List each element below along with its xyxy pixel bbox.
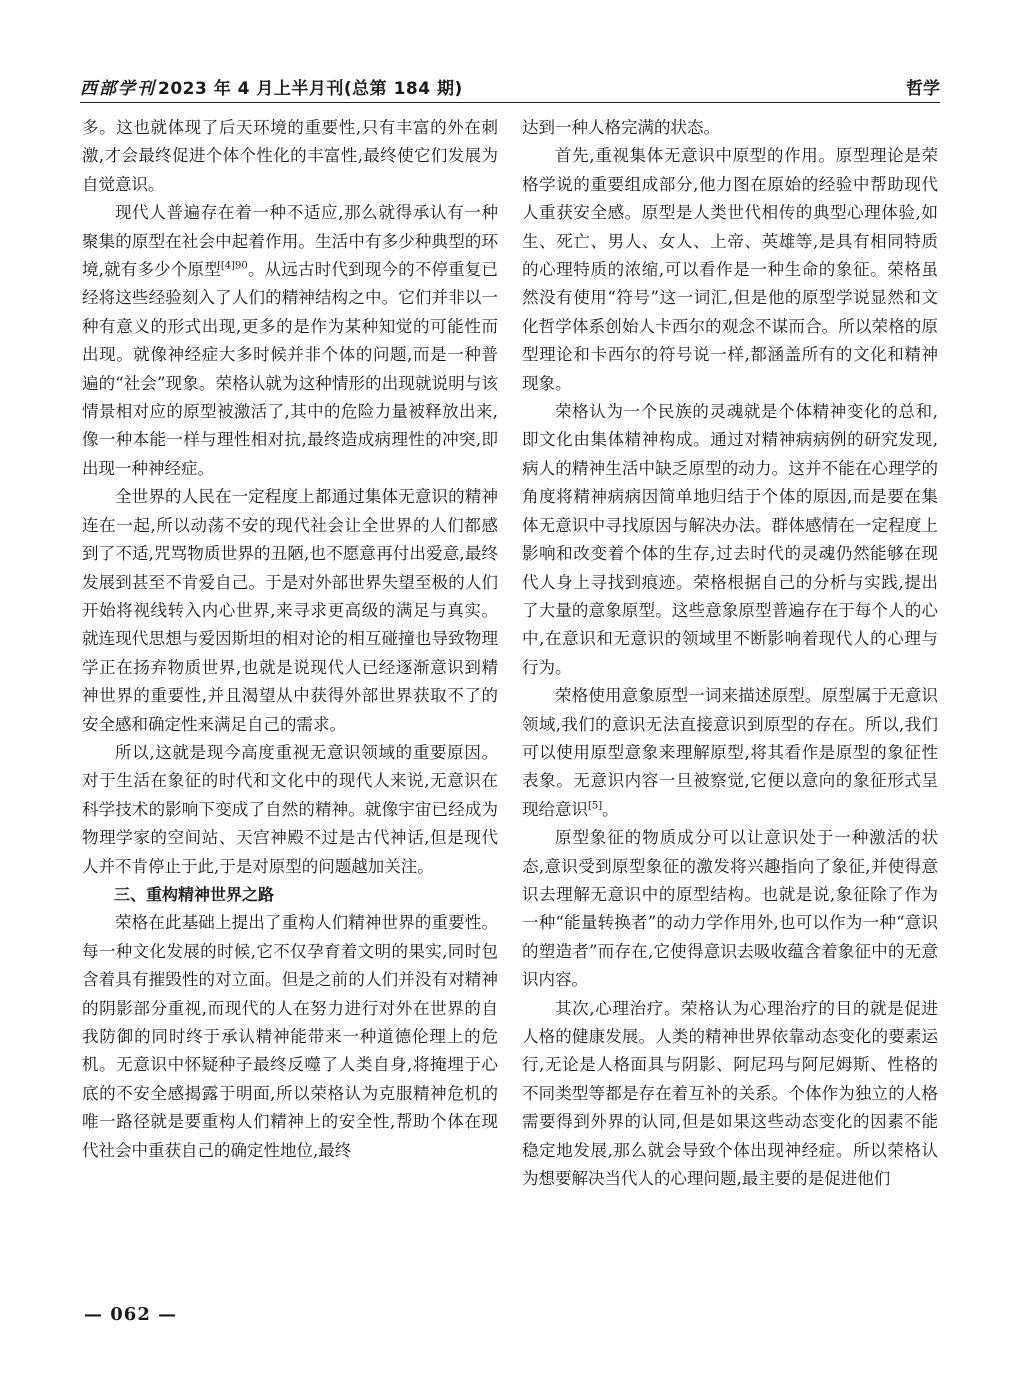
paragraph xyxy=(522,682,938,824)
issue-info: 2023 年 4 月上半月刊(总第 184 期) xyxy=(158,79,463,99)
page-number: — 062 — xyxy=(84,1304,178,1325)
paragraph-text: 。 xyxy=(602,799,619,819)
running-header xyxy=(80,72,940,103)
journal-masthead xyxy=(80,74,463,99)
paragraph: 原型象征的物质成分可以让意识处于一种激活的状态,意识受到原型象征的激发将兴趣指向了象征,并使得意识去理解无意识中的原型结构。也就是说,象征除了作为一种“能量转换者”的动力学作用外,也可以作为一种“意识的塑造者”而存在,它使得意识去吸收蕴含着象征中的无意识内容。 xyxy=(522,828,938,990)
citation-ref: [5] xyxy=(588,800,603,812)
paragraph: 其次,心理治疗。荣格认为心理治疗的目的就是促进人格的健康发展。人类的精神世界依靠动态变化的要素运行,无论是人格面具与阴影、阿尼玛与阿尼姆斯、性格的不同类型等都是存在着互补的关系。个体作为独立的人格需要得到外界的认同,但是如果这些动态变化的因素不能稳定地发展,那么就会导致个体出现神经症。所以荣格认为想要解决当代人的心理问题,最主要的是促进他们 xyxy=(522,998,938,1189)
paragraph-text: 现代人普遍存在着一种不适应,那么就得承认有一种聚集的原型在社会中起着作用。生活中有多少种典型的环境,就有多少个原型 xyxy=(82,203,498,280)
paragraph: 荣格在此基础上提出了重构人们精神世界的重要性。每一种文化发展的时候,它不仅孕育着文明的果实,同时包含着具有摧毁性的对立面。但是之前的人们并没有对精神的阴影部分重视,而现代的人在努力进行对外在世界的自我防御的同时终于承认精神能带来一种道德伦理上的危机。无意识中怀疑种子最终反噬了人类自身,将掩埋于心底的不安全感揭露于明面,所以荣格认为克服精神危机的唯一路径就是要重构人们精神上的安全性,帮助个体在现代社会中重获自己的确定性地位,最终 xyxy=(82,913,498,1160)
section-label: 哲学 xyxy=(906,79,940,99)
section-heading: 三、重构精神世界之路 xyxy=(114,884,275,904)
left-column xyxy=(82,114,498,1165)
paragraph: 全世界的人民在一定程度上都通过集体无意识的精神连在一起,所以动荡不安的现代社会让全世界的人们都感到了不适,咒骂物质世界的丑陋,也不愿意再付出爱意,最终发展到甚至不肯爱自己。于是对外部世界失望至极的人们开始将视线转入内心世界,来寻求更高级的满足与真实。就连现代思想与爱因斯坦的相对论的相互碰撞也导致物理学正在扬弃物质世界,也就是说现代人已经逐渐意识到精神世界的重要性,并且渴望从中获得外部世界获取不了的安全感和确定性来满足自己的需求。 xyxy=(82,487,498,734)
paragraph xyxy=(82,199,498,483)
paragraph: 首先,重视集体无意识中原型的作用。原型理论是荣格学说的重要组成部分,他力图在原始的经验中帮助现代人重获安全感。原型是人类世代相传的典型心理体验,如生、死亡、男人、女人、上帝、英雄等,是具有相同特质的心理特质的浓缩,可以看作是一种生命的象征。荣格虽然没有使用“符号”这一词汇,但是他的原型学说显然和文化哲学体系创始人卡西尔的观念不谋而合。所以荣格的原型理论和卡西尔的符号说一样,都涵盖所有的文化和精神现象。 xyxy=(522,146,938,393)
paragraph: 所以,这就是现今高度重视无意识领域的重要原因。对于生活在象征的时代和文化中的现代人来说,无意识在科学技术的影响下变成了自然的精神。就像宇宙已经成为物理学家的空间站、天宫神殿不过是古代神话,但是现代人并不肯停止于此,于是对原型的问题越加关注。 xyxy=(82,742,498,876)
citation-ref: [4]90 xyxy=(220,260,248,272)
paragraph: 荣格认为一个民族的灵魂就是个体精神变化的总和,即文化由集体精神构成。通过对精神病病例的研究发现,病人的精神生活中缺乏原型的动力。这并不能在心理学的角度将精神病病因简单地归结于个体的原因,而是要在集体无意识中寻找原因与解决办法。群体感情在一定程度上影响和改变着个体的生存,过去时代的灵魂仍然能够在现代人身上寻找到痕迹。荣格根据自己的分析与实践,提出了大量的意象原型。这些意象原型普遍存在于每个人的心中,在意识和无意识的领域里不断影响着现代人的心理与行为。 xyxy=(522,402,938,677)
paragraph: 多。这也就体现了后天环境的重要性,只有丰富的外在刺激,才会最终促进个体个性化的丰富性,最终使它们发展为自觉意识。 xyxy=(82,118,498,194)
paragraph-text: 。从远古时代到现今的不停重复已经将这些经验刻入了人们的精神结构之中。它们并非以一种有意义的形式出现,更多的是作为某种知觉的可能性而出现。就像神经症大多时候并非个体的问题,而是一种普遍的“社会”现象。荣格认就为这种情形的出现就说明与该情景相对应的原型被激活了,其中的危险力量被释放出来,像一种本能一样与理性相对抗,最终造成病理性的冲突,即出现一种神经症。 xyxy=(82,260,499,478)
paragraph: 达到一种人格完满的状态。 xyxy=(522,118,720,137)
right-column xyxy=(522,114,938,1193)
paragraph-text: 荣格使用意象原型一词来描述原型。原型属于无意识领域,我们的意识无法直接意识到原型的存在。所以,我们可以使用原型意象来理解原型,将其看作是原型的象征性表象。无意识内容一旦被察觉,它便以意向的象征形式呈现给意识 xyxy=(522,686,938,819)
journal-logo: 西部学刊 xyxy=(80,79,156,99)
